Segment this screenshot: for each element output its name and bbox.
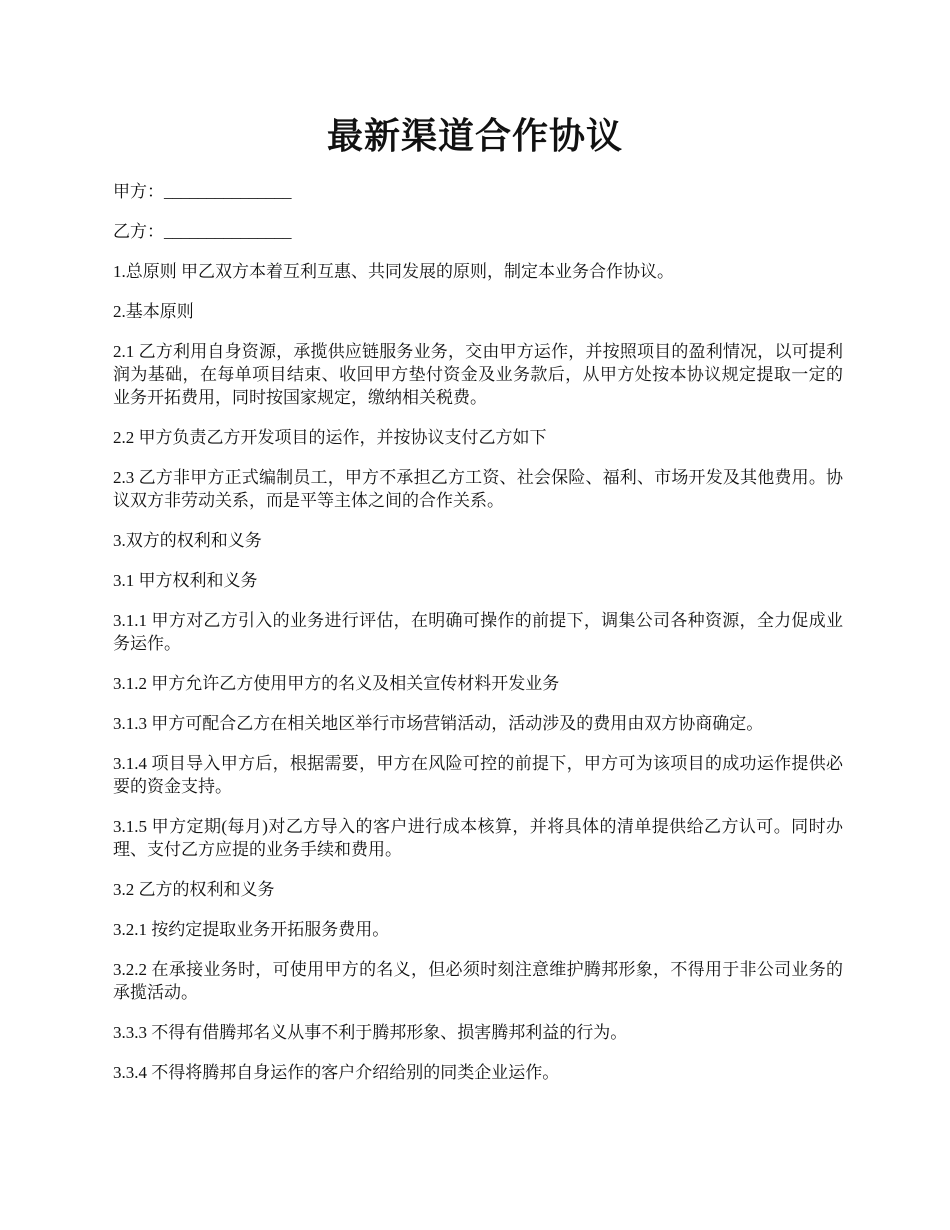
clause-1: 1.总原则 甲乙双方本着互利互惠、共同发展的原则，制定本业务合作协议。 <box>113 262 674 281</box>
clause-2-2: 2.2 甲方负责乙方开发项目的运作，并按协议支付乙方如下 <box>113 428 547 447</box>
clause-3-1-1: 3.1.1 甲方对乙方引入的业务进行评估，在明确可操作的前提下，调集公司各种资源，全力促成业务运作。 <box>113 611 843 653</box>
clause-3-2-heading: 3.2 乙方的权利和义务 <box>113 880 275 899</box>
clause-2-1: 2.1 乙方利用自身资源，承揽供应链服务业务，交由甲方运作，并按照项目的盈利情况，以可提利润为基础，在每单项目结束、收回甲方垫付资金及业务款后，从甲方处按本协议规定提取一定的业务开拓费用，同时按国家规定，缴纳相关税费。 <box>113 342 843 407</box>
party-b-line: 乙方：_______________ <box>113 222 292 241</box>
clause-3-1-2: 3.1.2 甲方允许乙方使用甲方的名义及相关宣传材料开发业务 <box>113 674 560 693</box>
clause-3-3-3: 3.3.3 不得有借腾邦名义从事不利于腾邦形象、损害腾邦利益的行为。 <box>113 1023 628 1042</box>
clause-2-heading: 2.基本原则 <box>113 302 194 321</box>
clause-3-1-heading: 3.1 甲方权利和义务 <box>113 571 258 590</box>
clause-3-heading: 3.双方的权利和义务 <box>113 531 262 550</box>
clause-3-1-4: 3.1.4 项目导入甲方后，根据需要，甲方在风险可控的前提下，甲方可为该项目的成功运作提供必要的资金支持。 <box>113 754 843 796</box>
clause-2-3: 2.3 乙方非甲方正式编制员工，甲方不承担乙方工资、社会保险、福利、市场开发及其他费用。协议双方非劳动关系，而是平等主体之间的合作关系。 <box>113 468 843 510</box>
party-a-line: 甲方：_______________ <box>113 182 292 201</box>
clause-3-1-5: 3.1.5 甲方定期(每月)对乙方导入的客户进行成本核算，并将具体的清单提供给乙方认可。同时办理、支付乙方应提的业务手续和费用。 <box>113 817 843 859</box>
clause-3-2-2: 3.2.2 在承接业务时，可使用甲方的名义，但必须时刻注意维护腾邦形象，不得用于非公司业务的承揽活动。 <box>113 960 843 1002</box>
clause-3-2-1: 3.2.1 按约定提取业务开拓服务费用。 <box>113 920 390 939</box>
clause-3-3-4: 3.3.4 不得将腾邦自身运作的客户介绍给别的同类企业运作。 <box>113 1063 560 1082</box>
document-title: 最新渠道合作协议 <box>326 116 623 156</box>
document-body <box>113 180 843 1101</box>
clause-3-1-3: 3.1.3 甲方可配合乙方在相关地区举行市场营销活动，活动涉及的费用由双方协商确定。 <box>113 714 764 733</box>
